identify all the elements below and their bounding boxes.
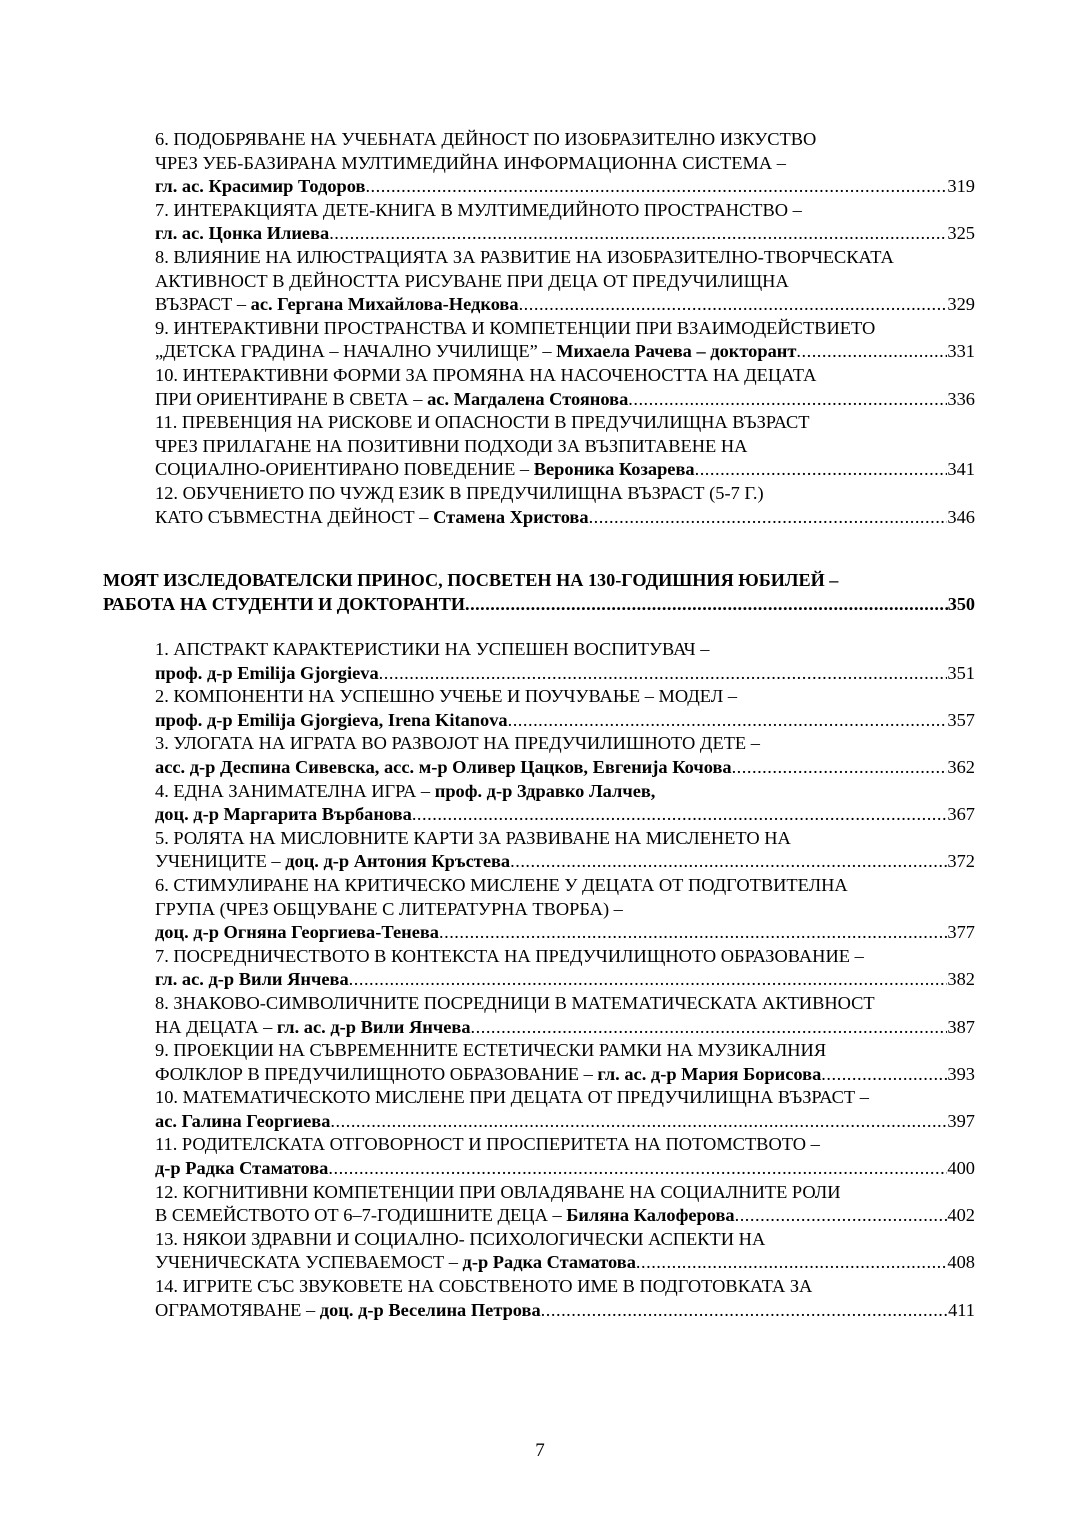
- toc-entry: [155, 482, 975, 529]
- entry-last-line: [155, 1204, 975, 1228]
- toc-entry: [155, 992, 975, 1039]
- entry-page-number: 372: [947, 851, 975, 872]
- dot-leader: [732, 756, 948, 780]
- entry-title-line: 9. ИНТЕРАКТИВНИ ПРОСТРАНСТВА И КОМПЕТЕНЦИИ ПРИ ВЗАИМОДЕЙСТВИЕТО: [155, 317, 876, 338]
- section-page-number: 350: [947, 593, 975, 614]
- entry-last-line: [155, 921, 975, 945]
- entry-last-line: [155, 1251, 975, 1275]
- dot-leader: [589, 506, 948, 530]
- entry-last-line: [155, 1063, 975, 1087]
- entry-page-number: 357: [947, 709, 975, 730]
- dot-leader: [519, 293, 948, 317]
- entry-last-line: [155, 850, 975, 874]
- entry-title-tail: ВЪЗРАСТ – ас. Гергана Михайлова-Недкова: [155, 294, 519, 315]
- dot-leader: [695, 458, 948, 482]
- entry-page-number: 351: [947, 662, 975, 683]
- entry-author: Вероника Козарева: [533, 459, 695, 480]
- entry-page-number: 346: [947, 506, 975, 527]
- entry-last-line: [155, 1110, 975, 1134]
- dot-leader: [365, 175, 947, 199]
- entry-last-line: [155, 1016, 975, 1040]
- entry-last-line: [155, 506, 975, 530]
- entry-author: доц. д-р Веселина Петрова: [319, 1299, 541, 1320]
- section-heading-last-line: [103, 593, 975, 617]
- entry-last-line: [155, 1157, 975, 1181]
- entry-author: Стамена Христова: [433, 506, 589, 527]
- toc-entry: [155, 1133, 975, 1180]
- dot-leader: [636, 1251, 948, 1275]
- entry-title-line: 9. ПРОЕКЦИИ НА СЪВРЕМЕННИТЕ ЕСТЕТИЧЕСКИ РАМКИ НА МУЗИКАЛНИЯ: [155, 1040, 827, 1061]
- section-heading-line: МОЯТ ИЗСЛЕДОВАТЕЛСКИ ПРИНОС, ПОСВЕТЕН НА 130-ГОДИШНИЯ ЮБИЛЕЙ –: [103, 570, 839, 590]
- entry-title-line: 7. ИНТЕРАКЦИЯТА ДЕТЕ-КНИГА В МУЛТИМЕДИЙНОТО ПРОСТРАНСТВО –: [155, 199, 802, 220]
- entry-last-line: [155, 340, 975, 364]
- entry-author: Михаела Рачева – докторант: [556, 341, 797, 362]
- entry-title-tail: СОЦИАЛНО-ОРИЕНТИРАНО ПОВЕДЕНИЕ – Вероника Козарева: [155, 459, 695, 480]
- entry-title-tail: КАТО СЪВМЕСТНА ДЕЙНОСТ – Стамена Христова: [155, 506, 589, 527]
- toc-entry: [155, 1039, 975, 1086]
- entry-author: асс. д-р Деспина Сивевска, асс. м-р Оливер Цацков, Евгенија Кочова: [155, 756, 732, 777]
- toc-entry: [155, 780, 975, 827]
- entry-title-line: 6. СТИМУЛИРАНЕ НА КРИТИЧЕСКО МИСЛЕНЕ У ДЕЦАТА ОТ ПОДГОТВИТЕЛНА: [155, 874, 848, 895]
- entry-page-number: 331: [947, 341, 975, 362]
- entry-page-number: 367: [947, 804, 975, 825]
- entry-last-line: [155, 1299, 975, 1323]
- toc-entry: [155, 732, 975, 779]
- dot-leader: [628, 388, 947, 412]
- entry-title-line: 7. ПОСРЕДНИЧЕСТВОТО В КОНТЕКСТА НА ПРЕДУЧИЛИЩНОТО ОБРАЗОВАНИЕ –: [155, 945, 864, 966]
- entry-last-line: [155, 803, 975, 827]
- toc-entry: [155, 128, 975, 199]
- entry-title-tail: ПРИ ОРИЕНТИРАНЕ В СВЕТА – ас. Магдалена Стоянова: [155, 388, 629, 409]
- entry-author: гл. ас. Красимир Тодоров: [155, 176, 366, 197]
- entry-author: доц. д-р Антония Кръстева: [285, 851, 511, 872]
- entry-title-line: АКТИВНОСТ В ДЕЙНОСТТА РИСУВАНЕ ПРИ ДЕЦА ОТ ПРЕДУЧИЛИЩНА: [155, 270, 789, 291]
- toc-entry: [155, 874, 975, 945]
- entry-last-line: [155, 293, 975, 317]
- toc-entry: [155, 1275, 975, 1322]
- entry-last-line: [155, 756, 975, 780]
- entry-page-number: 325: [947, 223, 975, 244]
- entry-page-number: 387: [947, 1016, 975, 1037]
- entry-page-number: 382: [947, 969, 975, 990]
- entry-title-line: 1. АПСТРАКТ КАРАКТЕРИСТИКИ НА УСПЕШЕН ВОСПИТУВАЧ –: [155, 639, 710, 659]
- toc-entry: [155, 1086, 975, 1133]
- entry-title-line: 10. МАТЕМАТИЧЕСКОТО МИСЛЕНЕ ПРИ ДЕЦАТА ОТ ПРЕДУЧИЛИЩНА ВЪЗРАСТ –: [155, 1087, 869, 1108]
- toc-entry: [155, 945, 975, 992]
- entry-author: гл. ас. д-р Мария Борисова: [597, 1063, 822, 1084]
- entry-title-tail: ОГРАМОТЯВАНЕ – доц. д-р Веселина Петрова: [155, 1299, 541, 1320]
- entry-author: гл. ас. д-р Вили Янчева: [155, 969, 349, 990]
- entry-page-number: 402: [947, 1205, 975, 1226]
- entry-page-number: 362: [947, 756, 975, 777]
- entry-title-line: ЧРЕЗ ПРИЛАГАНЕ НА ПОЗИТИВНИ ПОДХОДИ ЗА ВЪЗПИТАВЕНЕ НА: [155, 435, 748, 456]
- entry-page-number: 411: [948, 1299, 975, 1320]
- toc-entry: [155, 827, 975, 874]
- entry-title-line: 2. КОМПОНЕНТИ НА УСПЕШНО УЧЕЊЕ И ПОУЧУВАЊЕ – МОДЕЛ –: [155, 686, 738, 707]
- entry-author: проф. д-р Emilija Gjorgieva: [155, 662, 379, 683]
- entry-title-line: 12. ОБУЧЕНИЕТО ПО ЧУЖД ЕЗИК В ПРЕДУЧИЛИЩНА ВЪЗРАСТ (5-7 Г.): [155, 482, 764, 503]
- dot-leader: [541, 1299, 948, 1323]
- entry-author: гл. ас. д-р Вили Янчева: [276, 1016, 471, 1037]
- entry-page-number: 319: [947, 176, 975, 197]
- entry-author: гл. ас. Цонка Илиева: [155, 223, 330, 244]
- entry-title-line: 11. РОДИТЕЛСКАТА ОТГОВОРНОСТ И ПРОСПЕРИТЕТА НА ПОТОМСТВОТО –: [155, 1134, 820, 1155]
- entry-author: проф. д-р Emilija Gjorgieva, Irena Kitanova: [155, 709, 508, 730]
- entry-title-line: ГРУПА (ЧРЕЗ ОБЩУВАНЕ С ЛИТЕРАТУРНА ТВОРБА) –: [155, 898, 623, 919]
- entry-author: ас. Магдалена Стоянова: [427, 388, 629, 409]
- entry-last-line: [155, 968, 975, 992]
- dot-leader: [328, 1157, 947, 1181]
- entry-last-line: [155, 175, 975, 199]
- entry-last-line: [155, 222, 975, 246]
- entry-last-line: [155, 709, 975, 733]
- entry-last-line: [155, 388, 975, 412]
- section-heading: [103, 569, 975, 616]
- dot-leader: [329, 222, 947, 246]
- entry-title-line: 14. ИГРИТЕ СЪС ЗВУКОВЕТЕ НА СОБСТВЕНОТО ИМЕ В ПОДГОТОВКАТА ЗА: [155, 1276, 813, 1297]
- entry-title-tail: ФОЛКЛОР В ПРЕДУЧИЛИЩНОТО ОБРАЗОВАНИЕ – гл. ас. д-р Мария Борисова: [155, 1063, 822, 1084]
- dot-leader: [735, 1204, 948, 1228]
- toc-entry: [155, 317, 975, 364]
- entry-last-line: [155, 662, 975, 686]
- toc-entry: [155, 411, 975, 482]
- toc-entry: [155, 199, 975, 246]
- entry-page-number: 400: [947, 1158, 975, 1179]
- dot-leader: [412, 803, 948, 827]
- entry-author: д-р Радка Стаматова: [462, 1252, 636, 1273]
- entry-page-number: 377: [947, 922, 975, 943]
- entry-page-number: 397: [947, 1110, 975, 1131]
- toc-part-2: [155, 638, 975, 1322]
- entry-page-number: 341: [947, 459, 975, 480]
- entry-author: ас. Гергана Михайлова-Недкова: [250, 294, 519, 315]
- entry-page-number: 329: [947, 294, 975, 315]
- entry-title-line: 3. УЛОГАТА НА ИГРАТА ВО РАЗВОЈОТ НА ПРЕДУЧИЛИШНОТО ДЕТЕ –: [155, 733, 760, 754]
- dot-leader: [330, 1110, 947, 1134]
- dot-leader: [379, 662, 948, 686]
- entry-page-number: 336: [947, 388, 975, 409]
- entry-title-line: 12. КОГНИТИВНИ КОМПЕТЕНЦИИ ПРИ ОВЛАДЯВАНЕ НА СОЦИАЛНИТЕ РОЛИ: [155, 1181, 841, 1202]
- dot-leader: [349, 968, 948, 992]
- entry-title-line: 13. НЯКОИ ЗДРАВНИ И СОЦИАЛНО- ПСИХОЛОГИЧЕСКИ АСПЕКТИ НА: [155, 1228, 766, 1249]
- entry-author: ас. Галина Георгиева: [155, 1110, 331, 1131]
- entry-title-line: ЧРЕЗ УЕБ-БАЗИРАНА МУЛТИМЕДИЙНА ИНФОРМАЦИОННА СИСТЕМА –: [155, 152, 786, 173]
- section-heading-tail: РАБОТА НА СТУДЕНТИ И ДОКТОРАНТИ: [103, 593, 466, 614]
- dot-leader: [471, 1016, 948, 1040]
- entry-title-tail: НА ДЕЦАТА – гл. ас. д-р Вили Янчева: [155, 1016, 471, 1037]
- dot-leader: [510, 850, 947, 874]
- toc-entry: [155, 638, 975, 685]
- entry-title-line: 6. ПОДОБРЯВАНЕ НА УЧЕБНАТА ДЕЙНОСТ ПО ИЗОБРАЗИТЕЛНО ИЗКУСТВО: [155, 129, 817, 149]
- entry-title-tail: В СЕМЕЙСТВОТО ОТ 6–7-ГОДИШНИТЕ ДЕЦА – Биляна Калоферова: [155, 1205, 735, 1226]
- entry-title-line: 8. ВЛИЯНИЕ НА ИЛЮСТРАЦИЯТА ЗА РАЗВИТИЕ НА ИЗОБРАЗИТЕЛНО-ТВОРЧЕСКАТА: [155, 246, 894, 267]
- toc-entry: [155, 246, 975, 317]
- entry-title-line: 5. РОЛЯТА НА МИСЛОВНИТЕ КАРТИ ЗА РАЗВИВАНЕ НА МИСЛЕНЕТО НА: [155, 827, 791, 848]
- entry-title-tail: УЧЕНИЧЕСКАТА УСПЕВАЕМОСТ – д-р Радка Стаматова: [155, 1252, 636, 1273]
- entry-author: д-р Радка Стаматова: [155, 1158, 329, 1179]
- toc-entry: [155, 364, 975, 411]
- dot-leader: [465, 593, 948, 617]
- entry-author: доц. д-р Огняна Георгиева-Тенева: [155, 922, 439, 943]
- toc-entry: [155, 685, 975, 732]
- entry-title-line: 4. ЕДНА ЗАНИМАТЕЛНА ИГРА – проф. д-р Здравко Лалчев,: [155, 780, 656, 801]
- entry-page-number: 393: [947, 1063, 975, 1084]
- toc-entry: [155, 1228, 975, 1275]
- entry-title-line: 11. ПРЕВЕНЦИЯ НА РИСКОВЕ И ОПАСНОСТИ В ПРЕДУЧИЛИЩНА ВЪЗРАСТ: [155, 412, 810, 433]
- entry-author: Биляна Калоферова: [566, 1205, 735, 1226]
- entry-author: доц. д-р Маргарита Върбанова: [155, 804, 412, 825]
- entry-author: проф. д-р Здравко Лалчев,: [434, 780, 656, 801]
- entry-title-line: 10. ИНТЕРАКТИВНИ ФОРМИ ЗА ПРОМЯНА НА НАСОЧЕНОСТТА НА ДЕЦАТА: [155, 364, 817, 385]
- dot-leader: [821, 1063, 947, 1087]
- entry-page-number: 408: [947, 1252, 975, 1273]
- entry-title-tail: „ДЕТСКА ГРАДИНА – НАЧАЛНО УЧИЛИЩЕ” – Михаела Рачева – докторант: [155, 341, 797, 362]
- toc-entry: [155, 1181, 975, 1228]
- toc-part-1: [155, 128, 975, 529]
- entry-title-line: 8. ЗНАКОВО-СИМВОЛИЧНИТЕ ПОСРЕДНИЦИ В МАТЕМАТИЧЕСКАТА АКТИВНОСТ: [155, 992, 875, 1013]
- page-number: 7: [535, 1440, 545, 1461]
- entry-last-line: [155, 458, 975, 482]
- entry-title-tail: УЧЕНИЦИТЕ – доц. д-р Антония Кръстева: [155, 851, 511, 872]
- dot-leader: [796, 340, 947, 364]
- dot-leader: [439, 921, 947, 945]
- dot-leader: [508, 709, 948, 733]
